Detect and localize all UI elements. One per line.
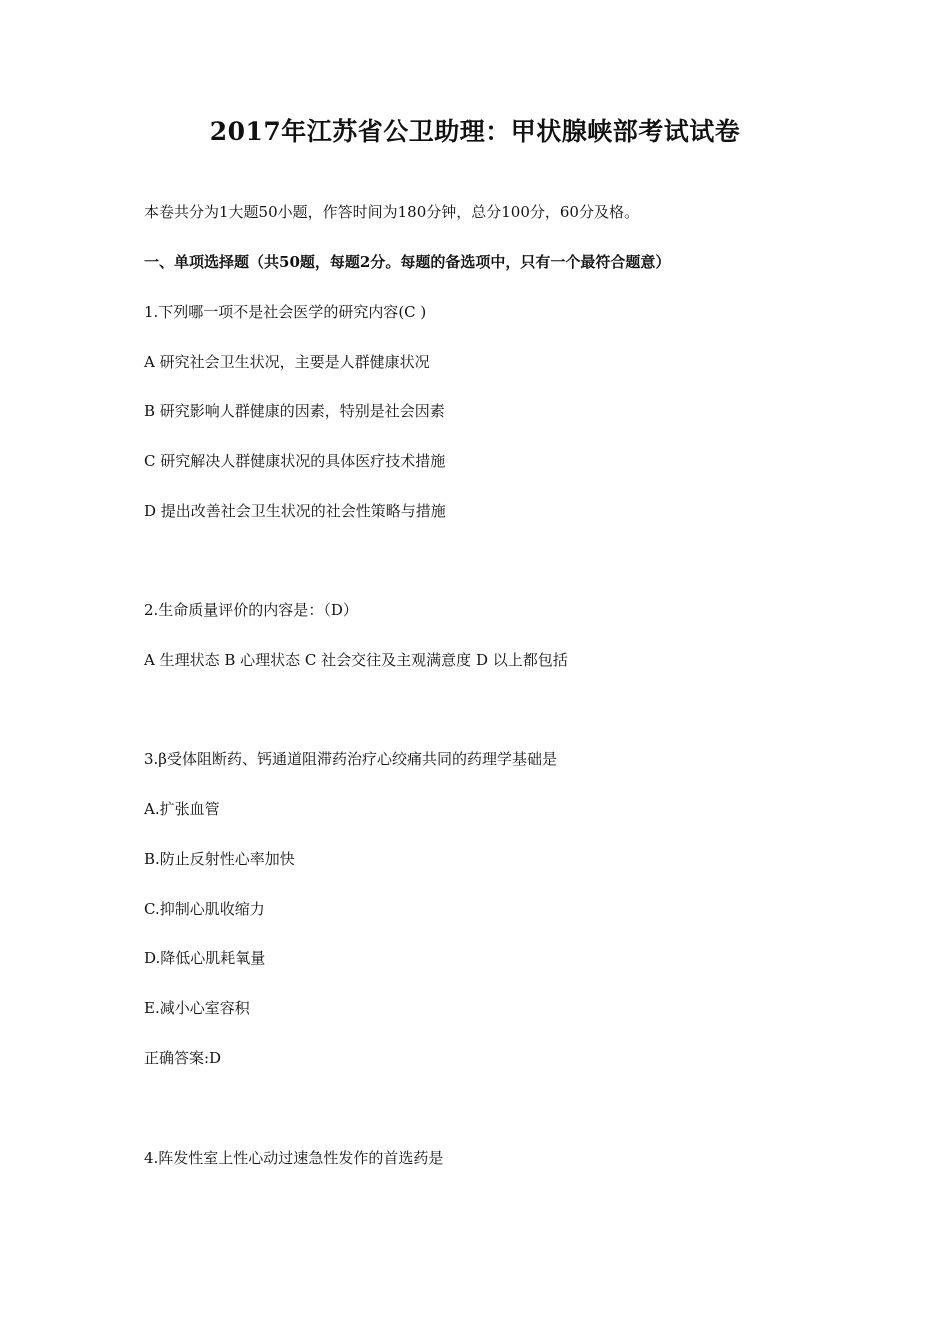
question-2-stem: 2.生命质量评价的内容是：（D） — [144, 601, 358, 619]
question-1-option-c: C 研究解决人群健康状况的具体医疗技术措施 — [144, 452, 446, 470]
question-3-answer: 正确答案:D — [144, 1049, 222, 1067]
section-heading: 一、单项选择题（共50题，每题2分。每题的备选项中，只有一个最符合题意） — [144, 253, 671, 271]
question-3-option-a: A.扩张血管 — [144, 800, 220, 818]
question-3-option-e: E.减小心室容积 — [144, 999, 250, 1017]
question-2-options: A 生理状态 B 心理状态 C 社会交往及主观满意度 D 以上都包括 — [144, 651, 568, 669]
question-1-option-b: B 研究影响人群健康的因素，特别是社会因素 — [144, 402, 445, 420]
question-1-stem: 1.下列哪一项不是社会医学的研究内容(C ) — [144, 303, 427, 321]
question-3-option-c: C.抑制心肌收缩力 — [144, 900, 265, 918]
question-3-option-d: D.降低心肌耗氧量 — [144, 949, 266, 967]
question-1-option-d: D 提出改善社会卫生状况的社会性策略与措施 — [144, 502, 446, 520]
question-3-option-b: B.防止反射性心率加快 — [144, 850, 295, 868]
exam-intro: 本卷共分为1大题50小题，作答时间为180分钟，总分100分，60分及格。 — [144, 203, 639, 221]
question-3-stem: 3.β受体阻断药、钙通道阻滞药治疗心绞痛共同的药理学基础是 — [144, 750, 557, 768]
question-4-stem: 4.阵发性室上性心动过速急性发作的首选药是 — [144, 1149, 444, 1167]
document-title: 2017年江苏省公卫助理：甲状腺峡部考试试卷 — [209, 117, 741, 146]
question-1-option-a: A 研究社会卫生状况，主要是人群健康状况 — [144, 353, 430, 371]
